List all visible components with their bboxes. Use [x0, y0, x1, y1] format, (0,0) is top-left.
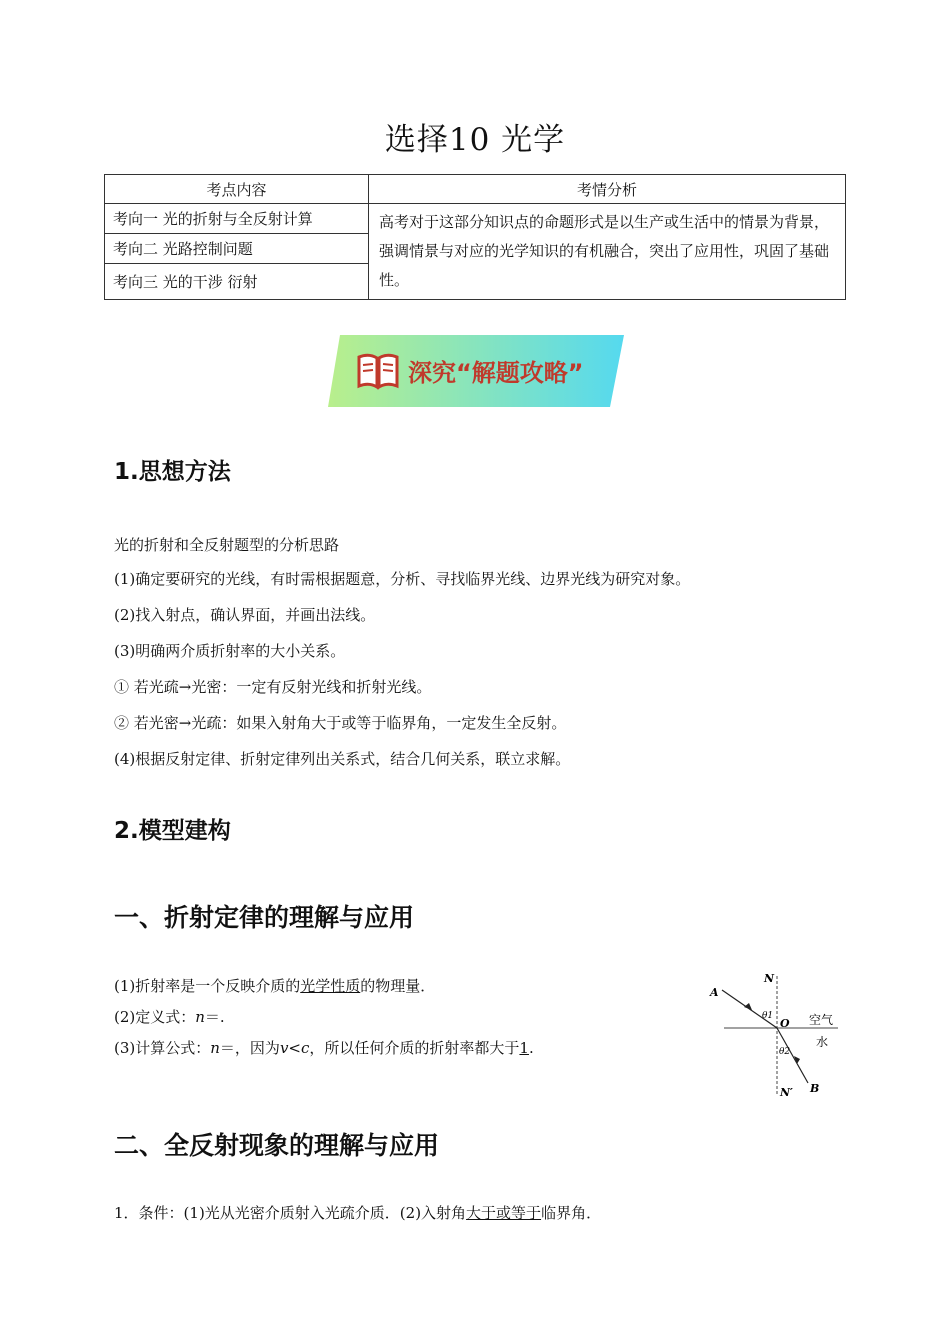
intro-text: 光的折射和全反射题型的分析思路 [114, 536, 340, 554]
table-row: 考向三 光的干涉 衍射 [105, 263, 369, 299]
table-header-content: 考点内容 [105, 175, 369, 204]
list-item: (2)找入射点，确认界面，并画出法线。 [114, 606, 376, 624]
label-water: 水 [816, 1035, 829, 1049]
label-n-prime: N′ [780, 1086, 793, 1099]
label-b: B [810, 1082, 820, 1095]
strategy-banner [328, 335, 624, 407]
book-icon [355, 351, 401, 391]
page-title: 选择10 光学 [384, 122, 566, 158]
refraction-line-3: (3)计算公式：n＝，因为v<c，所以任何介质的折射率都大于1. [114, 1039, 534, 1057]
table-analysis-cell: 高考对于这部分知识点的命题形式是以生产或生活中的情景为背景，强调情景与对应的光学知识的有机融合，突出了应用性，巩固了基础性。 [369, 204, 846, 300]
refraction-line-2: (2)定义式：n＝. [114, 1008, 225, 1026]
list-item: ① 若光疏→光密：一定有反射光线和折射光线。 [114, 678, 432, 696]
refraction-line-1: (1)折射率是一个反映介质的光学性质的物理量． [114, 977, 436, 995]
list-item: ② 若光密→光疏：如果入射角大于或等于临界角，一定发生全反射。 [114, 714, 567, 732]
part-heading-total-reflection: 二、全反射现象的理解与应用 [114, 1131, 440, 1160]
label-theta1: θ1 [762, 1011, 774, 1021]
table-row: 考向二 光路控制问题 [105, 233, 369, 263]
label-a: A [710, 986, 719, 999]
label-theta2: θ2 [779, 1047, 791, 1057]
refraction-diagram [706, 966, 846, 1102]
exam-points-table [104, 174, 846, 300]
list-item: (1)确定要研究的光线，有时需根据题意，分析、寻找临界光线、边界光线为研究对象。 [114, 570, 691, 588]
list-item: (3)明确两介质折射率的大小关系。 [114, 642, 346, 660]
label-o: O [780, 1017, 790, 1030]
table-header-analysis: 考情分析 [369, 175, 846, 204]
table-row: 考向一 光的折射与全反射计算 [105, 204, 369, 234]
label-air: 空气 [809, 1013, 834, 1027]
section-heading-methods: 1.思想方法 [114, 459, 231, 485]
banner-text: 深究“解题攻略” [408, 359, 584, 387]
list-item: (4)根据反射定律、折射定律列出关系式，结合几何关系，联立求解。 [114, 750, 571, 768]
part-heading-refraction: 一、折射定律的理解与应用 [114, 903, 415, 932]
total-reflection-line-1: 1．条件：(1)光从光密介质射入光疏介质．(2)入射角大于或等于临界角． [114, 1204, 602, 1222]
section-heading-model: 2.模型建构 [114, 818, 231, 844]
label-n: N [764, 972, 775, 985]
